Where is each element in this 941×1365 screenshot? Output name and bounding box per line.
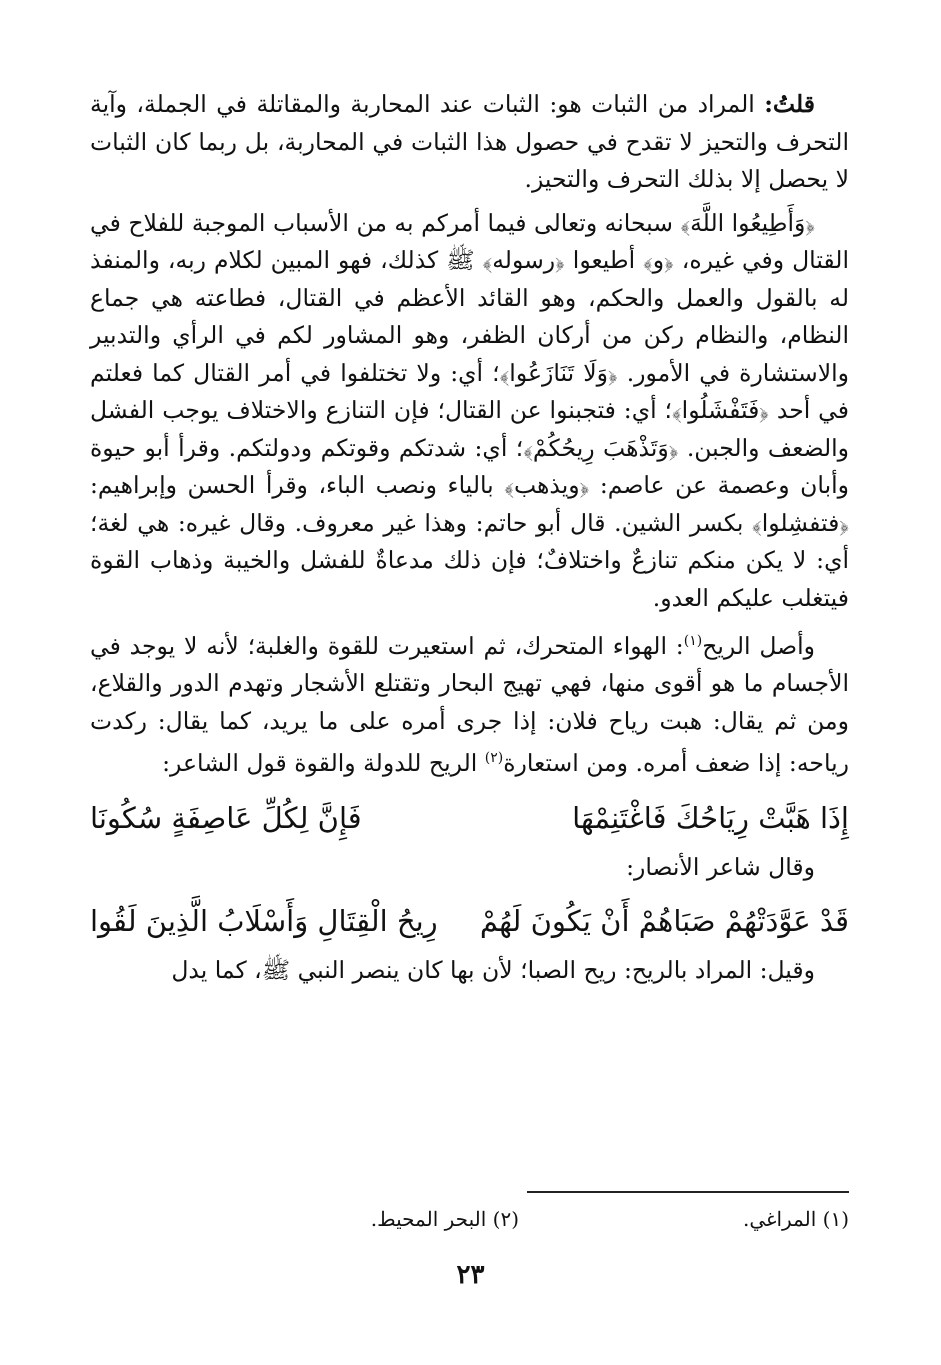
footnote-2-marker: (٢) bbox=[492, 1207, 519, 1231]
verse-1 bbox=[90, 795, 849, 841]
paragraph-2 bbox=[90, 205, 849, 618]
verse-2 bbox=[90, 898, 849, 944]
verse-1-first-hemistich: إِذَا هَبَّتْ رِيَاحُكَ فَاغْتَنِمْهَا bbox=[572, 800, 849, 835]
page-number: ٢٣ bbox=[456, 1260, 485, 1290]
verse-1-second-hemistich: فَإِنَّ لِكُلِّ عَاصِفَةٍ سُكُونَا bbox=[90, 800, 362, 835]
paragraph-3-text-a: وأصل الريح bbox=[702, 631, 815, 660]
footnote-1-text: المراغي. bbox=[742, 1207, 817, 1231]
paragraph-3 bbox=[90, 623, 849, 783]
footnote-divider bbox=[527, 1191, 849, 1193]
verse-2-second-hemistich: رِيحُ الْقِتَالِ وَأَسْلَابُ الَّذِينَ لَقُوا bbox=[90, 904, 438, 939]
paragraph-1-text: المراد من الثبات هو: الثبات عند المحاربة والمقاتلة في الجملة، وآية التحرف والتحيز لا تقدح في حصول هذا الثبات في المحاربة، بل ربما كان الثبات لا يحصل إلا بذلك التحرف والتحيز. bbox=[90, 90, 849, 193]
footnote-marker-1: (١) bbox=[683, 633, 703, 649]
verse-2-first-hemistich: قَدْ عَوَّدَتْهُمْ صَبَاهُمْ أَنْ يَكُونَ لَهُمْ bbox=[479, 904, 849, 939]
paragraph-1 bbox=[90, 86, 849, 199]
main-text bbox=[90, 86, 849, 996]
footnote-marker-2: (٢) bbox=[484, 750, 504, 767]
paragraph-3-text-b: : الهواء المتحرك، ثم استعيرت للقوة والغلبة؛ لأنه لا يوجد في الأجسام ما هو أقوى منها، فهي تهيج البحار وتقتلع الأشجار وتهدم الدور والقلاع، ومن ثم يقال: هبت رياح فلان: إذا جرى أمره على ما يريد، كما يقال: ركدت رياحه: إذا ضعف أمره. ومن استعارة bbox=[90, 631, 849, 778]
footnotes bbox=[90, 1204, 849, 1234]
footnote-2 bbox=[219, 1204, 519, 1234]
closing-line: وقيل: المراد بالريح: ريح الصبا؛ لأن بها كان ينصر النبي ﷺ، كما يدل bbox=[171, 956, 815, 985]
verse-2-intro: وقال شاعر الأنصار: bbox=[626, 852, 815, 881]
footnote-1 bbox=[519, 1204, 849, 1234]
paragraph-3-text-c: الريح للدولة والقوة قول الشاعر: bbox=[162, 749, 485, 778]
footnote-2-text: البحر المحيط. bbox=[370, 1207, 487, 1231]
footnote-1-marker: (١) bbox=[822, 1207, 849, 1231]
paragraph-2-text: ﴿وَأَطِيعُوا اللَّهَ﴾ سبحانه وتعالى فيما أمركم به من الأسباب الموجبة للفلاح في القتال وفي غيره، ﴿و﴾ أطيعوا ﴿رسوله﴾ ﷺ كذلك، فهو المبين لكلام ربه، والمنفذ له بالقول والعمل والحكم، وهو القائد الأعظم في القتال، فطاعته هي جماع النظام، والنظام ركن من أركان الظفر، وهو المشاور لكم في الرأي والتدبير والاستشارة في الأمور. ﴿وَلَا تَنَازَعُوا﴾؛ أي: ولا تختلفوا في أمر القتال كما فعلتم في أحد ﴿فَتَفْشَلُوا﴾؛ أي: فتجبنوا عن القتال؛ فإن التنازع والاختلاف يوجب الفشل والضعف والجبن. ﴿وَتَذْهَبَ رِيحُكُمْ﴾؛ أي: شدتكم وقوتكم ودولتكم. وقرأ أبو حيوة وأبان وعصمة عن عاصم: ﴿ويذهب﴾ بالياء ونصب الباء، وقرأ الحسن وإبراهيم: ﴿فتفشِلوا﴾ بكسر الشين. قال أبو حاتم: وهذا غير معروف. وقال غيره: هي لغة؛ أي: لا يكن منكم تنازعٌ واختلافٌ؛ فإن ذلك مدعاةٌ للفشل والخيبة وذهاب القوة فيتغلب عليكم العدو. bbox=[90, 208, 849, 612]
paragraph-1-lead: قلتُ: bbox=[764, 90, 815, 118]
